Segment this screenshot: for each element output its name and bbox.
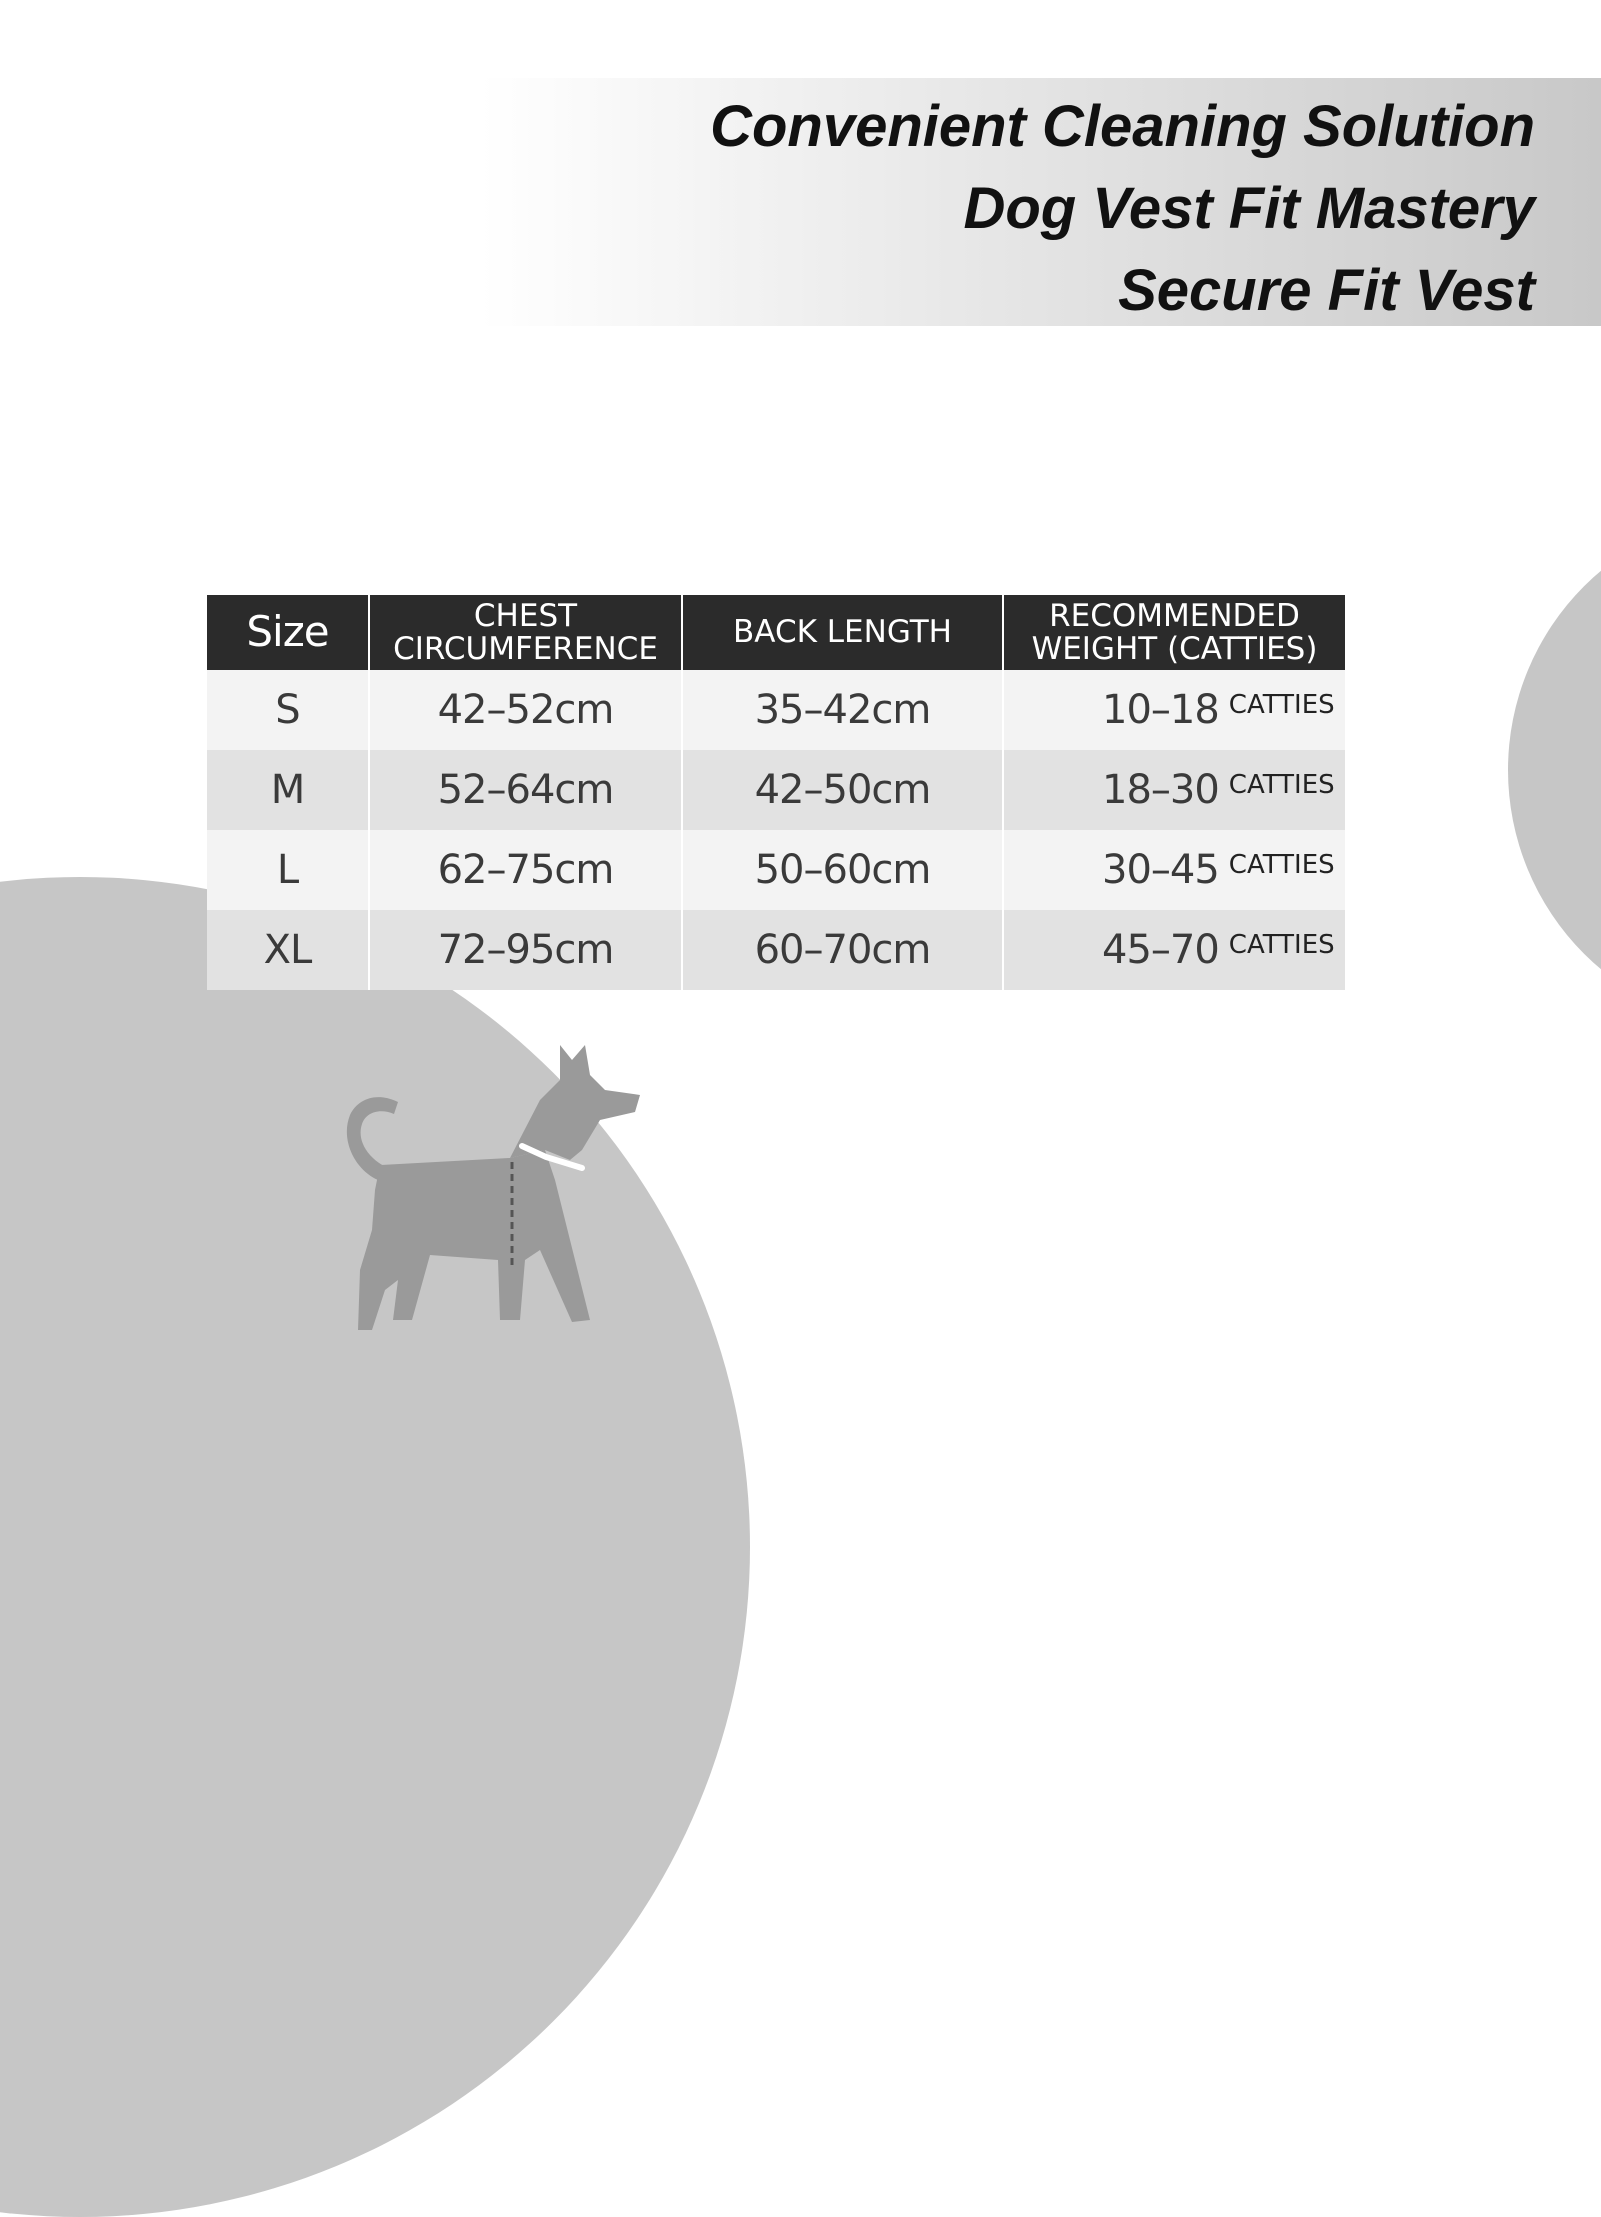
cell-weight [1003, 750, 1345, 830]
weight-value: 18–30 [1102, 767, 1219, 813]
cell-back: 35–42cm [682, 670, 1003, 750]
header-chest: CHEST CIRCUMFERENCE [369, 595, 682, 670]
weight-unit: CATTIES [1228, 850, 1335, 880]
table-header-row [207, 595, 1345, 670]
weight-unit: CATTIES [1228, 770, 1335, 800]
cell-chest: 52–64cm [369, 750, 682, 830]
weight-value: 10–18 [1102, 687, 1219, 733]
cell-size: L [207, 830, 369, 910]
cell-weight [1003, 830, 1345, 910]
weight-unit: CATTIES [1228, 690, 1335, 720]
banner-line-2: Dog Vest Fit Mastery [963, 176, 1535, 241]
cell-chest: 62–75cm [369, 830, 682, 910]
cell-size: M [207, 750, 369, 830]
table-row [207, 830, 1345, 910]
table-row [207, 910, 1345, 990]
cell-chest: 72–95cm [369, 910, 682, 990]
table-row [207, 670, 1345, 750]
cell-back: 50–60cm [682, 830, 1003, 910]
cell-size: S [207, 670, 369, 750]
banner-line-1: Convenient Cleaning Solution [710, 94, 1535, 159]
header-weight: RECOMMENDED WEIGHT (CATTIES) [1003, 595, 1345, 670]
cell-weight [1003, 670, 1345, 750]
decorative-circle-right [1508, 510, 1601, 1030]
cell-back: 42–50cm [682, 750, 1003, 830]
header-back-length: BACK LENGTH [682, 595, 1003, 670]
cell-size: XL [207, 910, 369, 990]
weight-value: 45–70 [1102, 927, 1219, 973]
cell-chest: 42–52cm [369, 670, 682, 750]
header-size: Size [207, 595, 369, 670]
weight-value: 30–45 [1102, 847, 1219, 893]
table-row [207, 750, 1345, 830]
weight-unit: CATTIES [1228, 930, 1335, 960]
cell-back: 60–70cm [682, 910, 1003, 990]
dog-silhouette-icon [340, 1040, 660, 1360]
cell-weight [1003, 910, 1345, 990]
size-chart-table [207, 595, 1345, 990]
banner-line-3: Secure Fit Vest [1118, 258, 1535, 323]
